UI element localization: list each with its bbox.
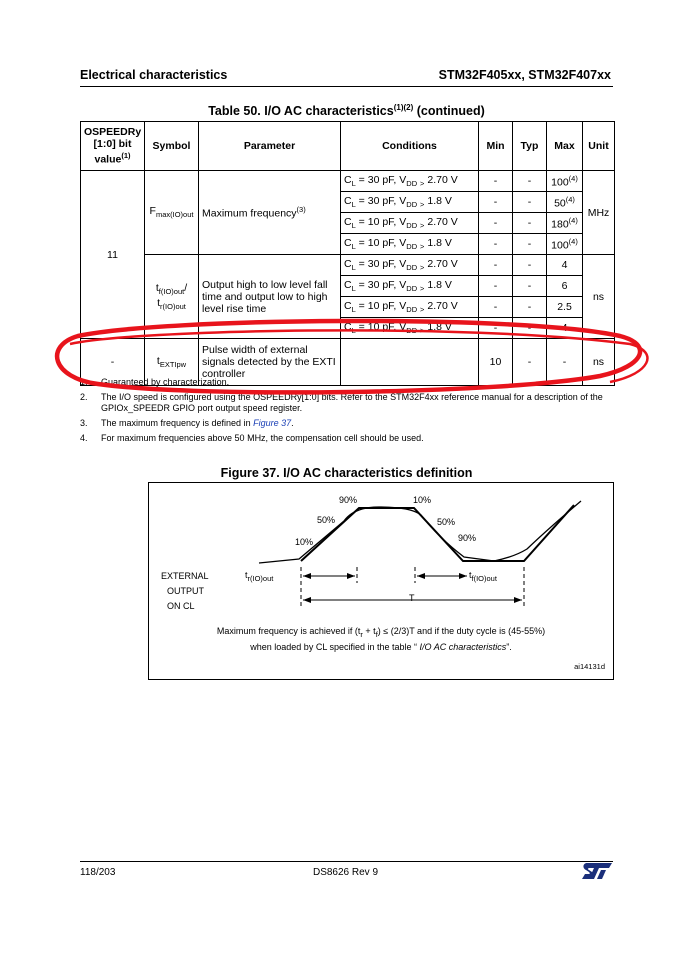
table-row: [81, 255, 615, 276]
label-tr: $t_{r(IO)out}$: [245, 570, 274, 583]
fmax-unit-cell: MHz: [583, 171, 615, 255]
condition-cell: $C_L = 30$ pF, $V_{DD}$ $_>$ 2.70 V: [341, 255, 479, 276]
typ-cell: -: [513, 318, 547, 339]
label-50-left: 50%: [317, 515, 336, 525]
min-cell: -: [479, 234, 513, 255]
label-10-left: 10%: [295, 537, 314, 547]
label-period: T: [409, 593, 415, 603]
table-notes: [80, 377, 613, 448]
footer-divider: [80, 861, 613, 862]
label-on-cl: ON CL: [167, 601, 195, 611]
typ-cell: -: [513, 255, 547, 276]
real-waveform: [259, 501, 581, 563]
max-cell: 180$^{(4)}$: [547, 213, 583, 234]
typ-cell: -: [513, 297, 547, 318]
min-cell: -: [479, 318, 513, 339]
col-header-typ: Typ: [513, 122, 547, 171]
min-cell: -: [479, 276, 513, 297]
min-cell: -: [479, 171, 513, 192]
condition-cell: $C_L = 10$ pF, $V_{DD}$ $_>$ 1.8 V: [341, 234, 479, 255]
figure-note: Maximum frequency is achieved if $(t_r + t_f) \le (2/3)T$ and if the duty cycle is (45-55%) when loaded by CL specified in the table “ I/O AC characteristics”.: [216, 626, 546, 652]
figure-37-diagram: [148, 482, 614, 680]
max-cell: 4: [547, 318, 583, 339]
condition-cell: $C_L = 30$ pF, $V_{DD}$ $_>$ 1.8 V: [341, 192, 479, 213]
io-ac-table: [80, 121, 615, 386]
col-header-conditions: Conditions: [341, 122, 479, 171]
label-50-right: 50%: [437, 517, 456, 527]
label-10-right: 10%: [413, 495, 432, 505]
tf-symbol-cell: $t_{f(IO)out}/$ $t_{r(IO)out}$: [145, 255, 199, 339]
tf-parameter-cell: Output high to low level fall time and output low to high level rise time: [199, 255, 341, 339]
st-logo-icon: [581, 862, 613, 880]
fmax-symbol-cell: $F_{max(IO)out}$: [145, 171, 199, 255]
min-cell: -: [479, 213, 513, 234]
col-header-min: Min: [479, 122, 513, 171]
typ-cell: -: [513, 234, 547, 255]
header-divider: [80, 86, 613, 87]
page-number: 118/203: [80, 867, 116, 878]
col-header-max: Max: [547, 122, 583, 171]
max-cell: 100$^{(4)}$: [547, 234, 583, 255]
label-90-right: 90%: [458, 533, 477, 543]
figure-id: ai14131d: [574, 662, 605, 671]
table-row: [81, 171, 615, 192]
table-header-row: [81, 122, 615, 171]
col-header-unit: Unit: [583, 122, 615, 171]
max-cell: 4: [547, 255, 583, 276]
doc-revision: DS8626 Rev 9: [312, 867, 379, 878]
figure-37-link[interactable]: Figure 37: [253, 418, 292, 428]
label-90-left: 90%: [339, 495, 358, 505]
min-cell: -: [479, 255, 513, 276]
exti-unit-cell: ns: [583, 339, 615, 386]
header-product-name: STM32F405xx, STM32F407xx: [438, 68, 611, 82]
tf-unit-cell: ns: [583, 255, 615, 339]
label-output: OUTPUT: [167, 586, 204, 596]
typ-cell: -: [513, 171, 547, 192]
condition-cell: $C_L = 10$ pF, $V_{DD}$ $_>$ 2.70 V: [341, 297, 479, 318]
exti-max-cell: -: [547, 339, 583, 386]
exti-value-cell: -: [81, 339, 145, 386]
condition-cell: $C_L = 30$ pF, $V_{DD}$ $_>$ 2.70 V: [341, 171, 479, 192]
note-item: 4. For maximum frequencies above 50 MHz, the compensation cell should be used.: [80, 433, 424, 443]
figure-caption: Figure 37. I/O AC characteristics definition: [220, 466, 473, 480]
col-header-ospeed: OSPEEDRy [1:0] bit value$^{(1)}$: [81, 122, 145, 171]
typ-cell: -: [513, 213, 547, 234]
typ-cell: -: [513, 192, 547, 213]
exti-parameter-cell: Pulse width of external signals detected by the EXTI controller: [199, 339, 341, 386]
min-cell: -: [479, 192, 513, 213]
max-cell: 6: [547, 276, 583, 297]
typ-cell: -: [513, 276, 547, 297]
col-header-parameter: Parameter: [199, 122, 341, 171]
exti-symbol-cell: $t_{EXTIpw}$: [145, 339, 199, 386]
min-cell: -: [479, 297, 513, 318]
label-external: EXTERNAL: [161, 571, 209, 581]
max-cell: 50$^{(4)}$: [547, 192, 583, 213]
exti-min-cell: 10: [479, 339, 513, 386]
note-item: 2. The I/O speed is configured using the OSPEEDRy[1:0] bits. Refer to the STM32F4xx reference manual for a description of the GPIOx_SPEEDR GPIO port output speed register.: [80, 392, 603, 413]
max-cell: 2.5: [547, 297, 583, 318]
exti-typ-cell: -: [513, 339, 547, 386]
note-item: 3. The maximum frequency is defined in Figure 37.: [80, 418, 294, 428]
note-item: 1. Guaranteed by characterization.: [80, 377, 230, 387]
table-caption: Table 50. I/O AC characteristics$^{(1)(2)}$ (continued): [208, 103, 485, 119]
header-section-title: Electrical characteristics: [80, 68, 228, 82]
condition-cell: $C_L = 30$ pF, $V_{DD}$ $_>$ 1.8 V: [341, 276, 479, 297]
label-tf: $t_{f(IO)out}$: [469, 570, 497, 583]
condition-cell: $C_L = 10$ pF, $V_{DD}$ $_>$ 1.8 V: [341, 318, 479, 339]
ospeed-value-cell: 11: [81, 171, 145, 339]
col-header-symbol: Symbol: [145, 122, 199, 171]
condition-cell: $C_L = 10$ pF, $V_{DD}$ $_>$ 2.70 V: [341, 213, 479, 234]
max-cell: 100$^{(4)}$: [547, 171, 583, 192]
fmax-parameter-cell: Maximum frequency$^{(3)}$: [199, 171, 341, 255]
